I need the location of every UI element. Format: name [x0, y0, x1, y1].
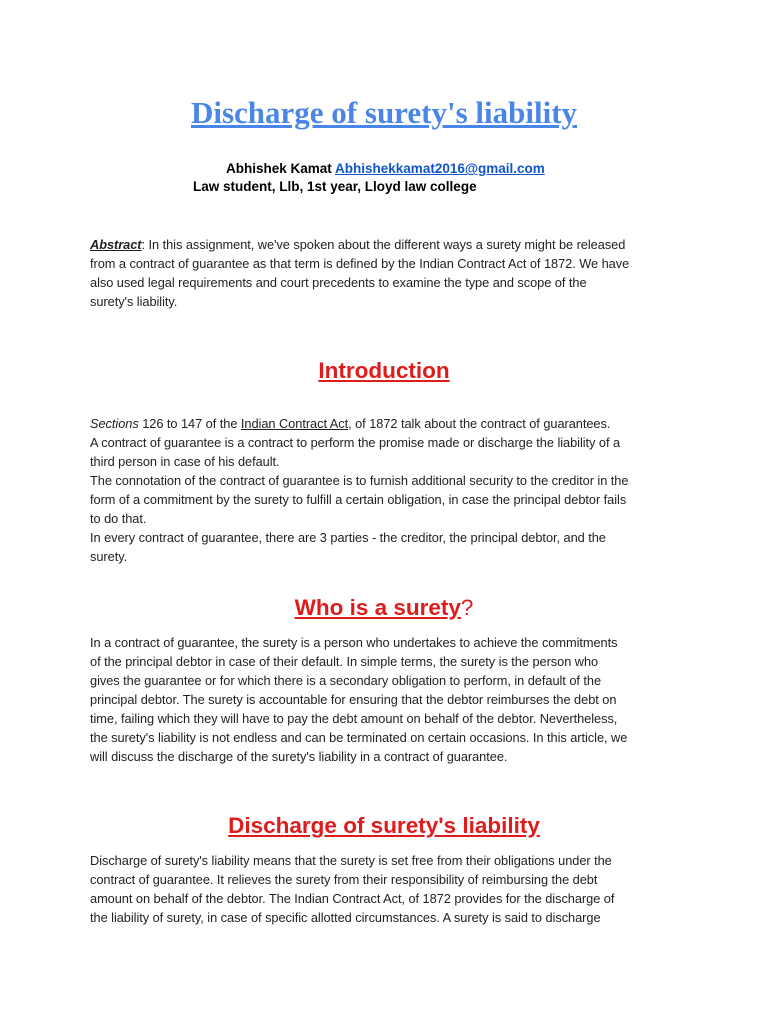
who-is-surety-heading-suffix: ? [460, 595, 474, 620]
introduction-line [90, 414, 680, 433]
who-is-surety-line: principal debtor. The surety is accountable for ensuring that the debtor reimburses the debt on [90, 692, 617, 707]
who-is-surety-line: of the principal debtor in case of their default. In simple terms, the surety is the person who [90, 654, 599, 669]
discharge-line: Discharge of surety's liability means that the surety is set free from their obligations under the [90, 853, 612, 868]
abstract-paragraph [90, 235, 680, 311]
abstract-colon: : [141, 237, 146, 252]
abstract-line: surety's liability. [90, 294, 178, 309]
introduction-heading: Introduction [318, 358, 450, 383]
author-line [226, 160, 545, 178]
abstract-text: In this assignment, we've spoken about the different ways a surety might be released [145, 237, 626, 252]
intro-text: 126 to 147 of the [138, 416, 241, 431]
abstract-label: Abstract [90, 237, 142, 252]
introduction-line: surety. [90, 549, 128, 564]
who-is-surety-line: will discuss the discharge of the surety's liability in a contract of guarantee. [90, 749, 508, 764]
introduction-line: A contract of guarantee is a contract to perform the promise made or discharge the liability of a [90, 435, 621, 450]
discharge-paragraph [90, 851, 680, 927]
who-is-surety-line: the surety's liability is not endless and can be terminated on certain occasions. In this article, we [90, 730, 628, 745]
introduction-paragraph [90, 414, 680, 566]
discharge-line: the liability of surety, in case of specific allotted circumstances. A surety is said to discharge [90, 910, 601, 925]
introduction-line: to do that. [90, 511, 147, 526]
abstract-line [90, 235, 680, 254]
introduction-line: form of a commitment by the surety to fulfill a certain obligation, in case the principal debtor fails [90, 492, 627, 507]
document-title: Discharge of surety's liability [190, 95, 578, 130]
abstract-line: also used legal requirements and court precedents to examine the type and scope of the [90, 275, 587, 290]
introduction-line: The connotation of the contract of guarantee is to furnish additional security to the creditor in the [90, 473, 629, 488]
who-is-surety-heading [0, 593, 768, 623]
discharge-heading: Discharge of surety's liability [228, 813, 540, 838]
author-email-link[interactable]: Abhishekkamat2016@gmail.com [335, 161, 545, 176]
discharge-line: contract of guarantee. It relieves the surety from their responsibility of reimbursing the debt [90, 872, 598, 887]
who-is-surety-line: time, failing which they will have to pay the debt amount on behalf of the debtor. Nevertheless, [90, 711, 618, 726]
who-is-surety-line: gives the guarantee or for which there is a secondary obligation to perform, in default of the [90, 673, 602, 688]
introduction-line: third person in case of his default. [90, 454, 280, 469]
who-is-surety-paragraph [90, 633, 680, 766]
who-is-surety-heading-text: Who is a surety [294, 595, 461, 620]
discharge-line: amount on behalf of the debtor. The Indian Contract Act, of 1872 provides for the discharge of [90, 891, 615, 906]
intro-text: , of 1872 talk about the contract of guarantees. [348, 416, 611, 431]
introduction-line: In every contract of guarantee, there are 3 parties - the creditor, the principal debtor, and the [90, 530, 606, 545]
author-affiliation: Law student, Llb, 1st year, Lloyd law college [193, 179, 477, 194]
indian-contract-act-link[interactable]: Indian Contract Act [240, 416, 349, 431]
author-name: Abhishek Kamat [226, 161, 332, 176]
sections-italic: Sections [90, 416, 139, 431]
abstract-line: from a contract of guarantee as that term is defined by the Indian Contract Act of 1872. We have [90, 256, 630, 271]
who-is-surety-line: In a contract of guarantee, the surety is a person who undertakes to achieve the commitments [90, 635, 618, 650]
